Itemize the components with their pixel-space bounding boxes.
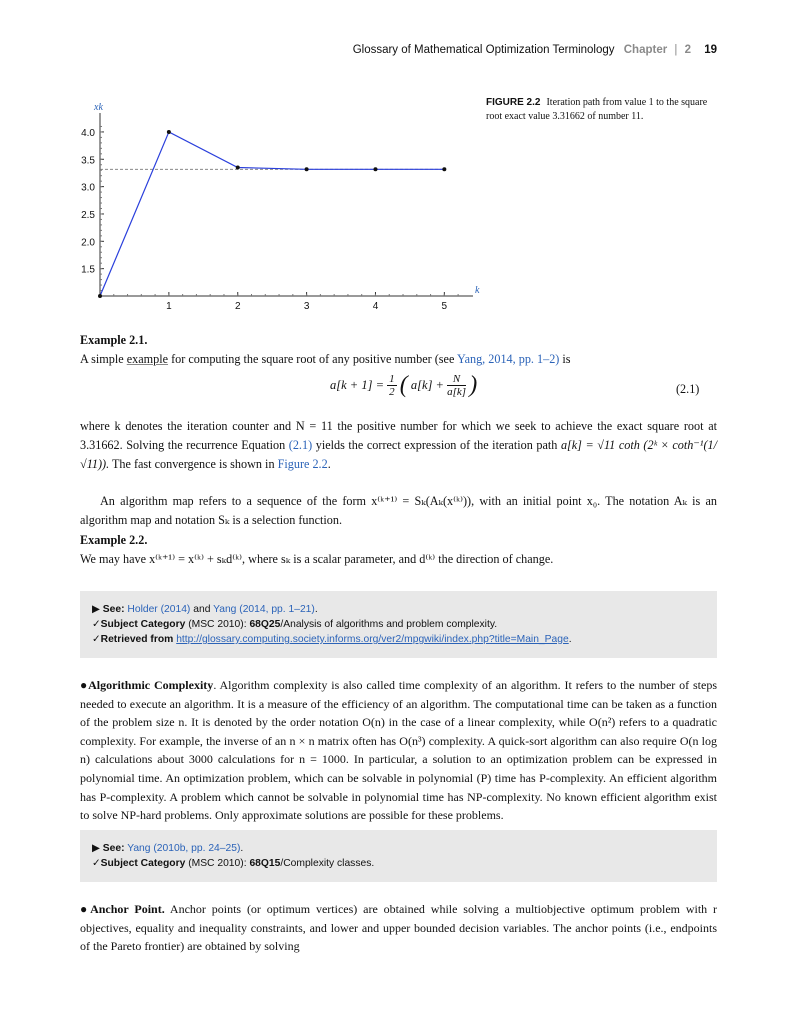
example-2-2-text: We may have x⁽ᵏ⁺¹⁾ = x⁽ᵏ⁾ + sₖd⁽ᵏ⁾, where sₖ is a scalar parameter, and d⁽ᵏ⁾ the direction of change. [80, 552, 554, 566]
equation-2-1: a[k + 1] = $\frac{1}{2}$ ( a[k] + $\frac{N}{a[k]}$ ) [330, 372, 478, 398]
y-tick-label: 4.0 [81, 127, 95, 139]
data-point [305, 167, 309, 171]
see-box-2 [80, 830, 717, 882]
see-line-1: ▶ See: Holder (2014) and Yang (2014, pp. 1–21). [92, 604, 318, 615]
algorithm-map-para: An algorithm map refers to a sequence of the form x⁽ᵏ⁺¹⁾ = Sₖ(Aₖ(x⁽ᵏ⁾)), with an initial point x₀. The notation Aₖ is an algorithm map and notation Sₖ is a selection function. [80, 494, 717, 527]
see-line-2: ▶ See: Yang (2010b, pp. 24–25). [92, 843, 244, 854]
subject-line-1: ✓Subject Category (MSC 2010): 68Q25/Analysis of algorithms and problem complexity. [92, 619, 498, 630]
chapter-label: Chapter [623, 44, 668, 56]
x-tick-label: 1 [166, 301, 172, 312]
anchor-text: Anchor points (or optimum vertices) are obtained while solving a multiobjective optimum problem with r objectives, equality and inequality constraints, and lower and upper bounded decision variables. The anchor points (i.e., endpoints of the Pareto frontier) are obtained by solving [80, 902, 718, 954]
ref-yang-2014[interactable]: Yang (2014, pp. 1–21) [213, 604, 315, 615]
running-header [0, 44, 717, 56]
x-tick-label: 5 [441, 301, 448, 312]
book-title: Glossary of Mathematical Optimization Terminology [352, 44, 615, 56]
y-tick-label: 2.0 [81, 237, 95, 249]
retrieved-line: ✓Retrieved from http://glossary.computing.society.informs.org/ver2/mpgwiki/index.php?title=Main_Page. [92, 634, 572, 645]
data-point [373, 167, 377, 171]
data-point [236, 165, 240, 169]
anchor-point-entry [80, 900, 717, 956]
figure-label: FIGURE 2.2 [486, 97, 541, 108]
example-2-1-intro: A simple example for computing the square root of any positive number (see Yang, 2014, pp. 1–2) is [80, 352, 571, 366]
data-point [442, 167, 446, 171]
y-tick-label: 2.5 [81, 209, 95, 221]
y-tick-label: 3.0 [81, 182, 95, 194]
example-2-1-para: where k denotes the iteration counter and N = 11 the positive number for which we seek to achieve the exact square root at 3.31662. Solving the recurrence Equation (2.1) yields the correct expression of the iteration path a[k] = √11 coth (2ᵏ × coth⁻¹(1/√11)). The fast convergence is shown in Figure 2.2. [80, 419, 717, 471]
example-2-2 [80, 531, 717, 569]
example-2-1 [80, 331, 720, 369]
figure-ref[interactable]: Figure 2.2 [277, 457, 328, 471]
equation-ref[interactable]: (2.1) [288, 438, 313, 452]
x-tick-label: 3 [303, 301, 310, 312]
series-line [100, 132, 444, 296]
data-point [167, 130, 171, 134]
page-number: 19 [704, 44, 717, 56]
example-link[interactable]: example [126, 352, 169, 366]
complexity-text: . Algorithm complexity is also called time complexity of an algorithm. It refers to the number of steps needed to execute an algorithm. It is a measure of the efficiency of an algorithm. The computational time can be taken as a function of the problem size n. It is denoted by the order notation O(n) in the case of a linear complexity, while O(n²) refers to a quadratic complexity. For example, the inverse of an n × n matrix often has O(n³) complexity. A quick-sort algorithm can also require O(n log n) calculations about 3000 calculations for n = 1000. In particular, a solution to an optimization problem can be expressed in polynomial time. An optimization problem, which can be solvable in polynomial (P) time has P-complexity. An efficient algorithm has P-complexity. A problem which cannot be solvable in polynomial time has NP-complexity. No known efficient algorithm exist to solve NP-hard problems. Only approximate solutions are possible for these problems. [80, 678, 718, 823]
chapter-number: 2 [684, 44, 691, 56]
y-axis-label: xk [94, 102, 103, 113]
iteration-path-formula: a[k] = √11 coth (2ᵏ × coth⁻¹(1/√11)). [80, 438, 717, 471]
retrieved-url-link[interactable]: http://glossary.computing.society.informs.org/ver2/mpgwiki/index.php?title=Main_Page [176, 634, 569, 645]
subject-line-2: ✓Subject Category (MSC 2010): 68Q15/Complexity classes. [92, 858, 375, 869]
term-algorithmic-complexity: ●Algorithmic Complexity [80, 678, 214, 692]
example-2-2-title: Example 2.2. [80, 533, 148, 547]
figure-caption-text: Iteration path from value 1 to the square root exact value 3.31662 of number 11. [486, 97, 708, 122]
y-tick-label: 3.5 [81, 155, 95, 167]
y-tick-label: 1.5 [81, 264, 95, 276]
iteration-chart [70, 95, 490, 320]
example-2-1-title: Example 2.1. [80, 333, 148, 347]
equation-number: (2.1) [676, 382, 700, 396]
data-point [98, 294, 102, 298]
see-box-1 [80, 591, 717, 658]
x-tick-label: 2 [234, 301, 241, 312]
header-separator: | [674, 44, 678, 56]
citation-yang-2014[interactable]: Yang, 2014, pp. 1–2) [456, 352, 560, 366]
x-axis-label: k [475, 285, 480, 296]
ref-holder-2014[interactable]: Holder (2014) [127, 604, 191, 615]
term-anchor-point: ●Anchor Point. [80, 902, 165, 916]
ref-yang-2010b[interactable]: Yang (2010b, pp. 24–25) [127, 843, 241, 854]
algorithmic-complexity-entry [80, 676, 717, 825]
x-tick-label: 4 [372, 301, 379, 312]
figure-caption [486, 96, 722, 124]
